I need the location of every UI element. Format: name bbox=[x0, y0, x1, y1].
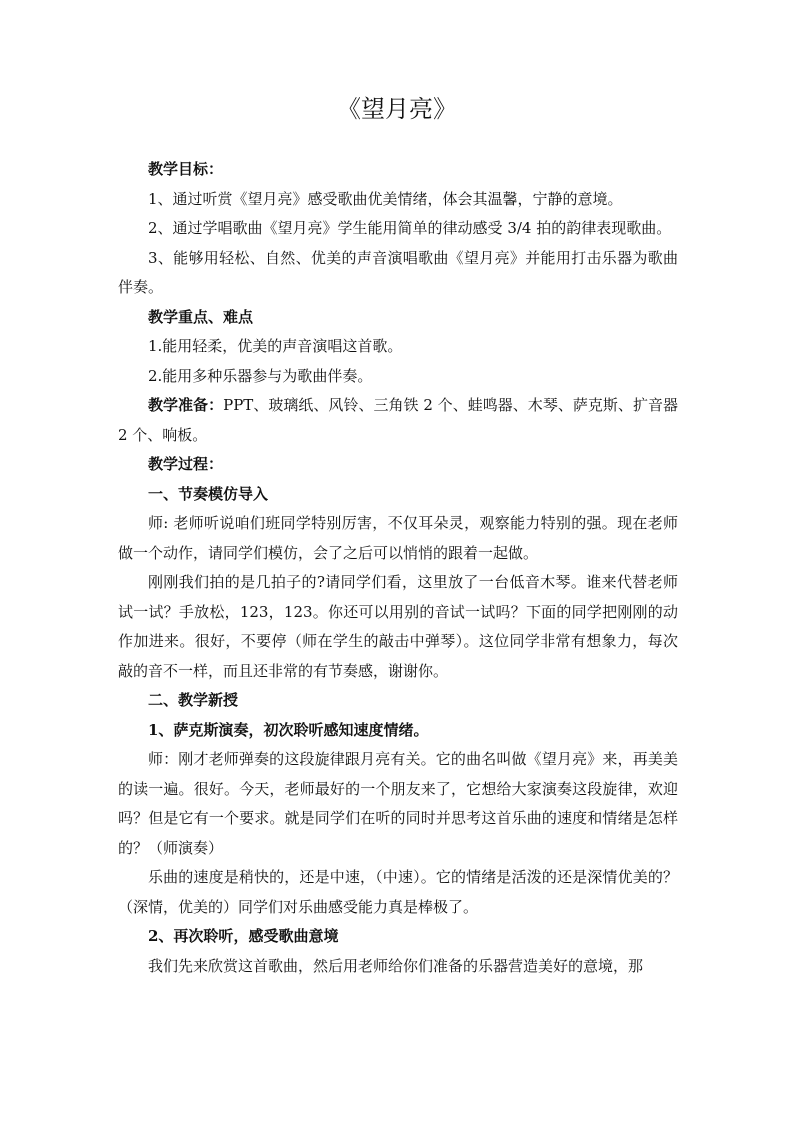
preparation-text: PPT、玻璃纸、风铃、三角铁 2 个、蛙鸣器、木琴、萨克斯、扩音器 2 个、响板。 bbox=[118, 396, 678, 444]
document-body bbox=[118, 155, 678, 981]
objective-item: 1、通过听赏《望月亮》感受歌曲优美情绪，体会其温馨，宁静的意境。 bbox=[148, 189, 623, 208]
process-heading: 教学过程： bbox=[148, 455, 224, 473]
sub2-paragraph: 我们先来欣赏这首歌曲，然后用老师给你们准备的乐器营造美好的意境，那 bbox=[148, 956, 644, 975]
key-point-item: 2.能用多种乐器参与为歌曲伴奏。 bbox=[148, 366, 373, 385]
preparation-label: 教学准备： bbox=[148, 396, 224, 414]
sub1-heading: 1、萨克斯演奏，初次聆听感知速度情绪。 bbox=[148, 720, 429, 739]
sub1-paragraph: 乐曲的速度是稍快的，还是中速，（中速）。它的情绪是活泼的还是深情优美的？（深情，优美的）同学们对乐曲感受能力真是棒极了。 bbox=[118, 868, 678, 916]
section1-paragraph: 刚刚我们拍的是几拍子的?请同学们看，这里放了一台低音木琴。谁来代替老师试一试？手放松，123，123。你还可以用别的音试一试吗？下面的同学把刚刚的动作加进来。很好，不要停（师在学生的敲击中弹琴）。这位同学非常有想象力，每次敲的音不一样，而且还非常的有节奏感，谢谢你。 bbox=[118, 573, 678, 680]
preparation-paragraph bbox=[118, 391, 678, 450]
objectives-heading: 教学目标： bbox=[148, 160, 224, 178]
key-points-heading: 教学重点、难点 bbox=[148, 307, 254, 326]
sub2-heading: 2、再次聆听，感受歌曲意境 bbox=[148, 927, 339, 945]
objective-item: 3、能够用轻松、自然、优美的声音演唱歌曲《望月亮》并能用打击乐器为歌曲伴奏。 bbox=[118, 248, 678, 296]
sub1-paragraph: 师：刚才老师弹奏的这段旋律跟月亮有关。它的曲名叫做《望月亮》来，再美美的读一遍。很好。今天，老师最好的一个朋友来了，它想给大家演奏这段旋律，欢迎吗？但是它有一个要求。就是同学们在听的同时并思考这首乐曲的速度和情绪是怎样的？（师演奏） bbox=[118, 750, 678, 857]
section2-heading: 二、教学新授 bbox=[148, 691, 239, 709]
section1-paragraph: 师: 老师听说咱们班同学特别厉害，不仅耳朵灵，观察能力特别的强。现在老师做一个动作，请同学们模仿，会了之后可以悄悄的跟着一起做。 bbox=[118, 514, 678, 562]
objective-item: 2、通过学唱歌曲《望月亮》学生能用简单的律动感受 3/4 拍的韵律表现歌曲。 bbox=[148, 219, 672, 237]
section1-heading: 一、节奏模仿导入 bbox=[148, 484, 269, 503]
page-title: 《望月亮》 bbox=[337, 95, 457, 123]
key-point-item: 1.能用轻柔，优美的声音演唱这首歌。 bbox=[148, 337, 403, 355]
